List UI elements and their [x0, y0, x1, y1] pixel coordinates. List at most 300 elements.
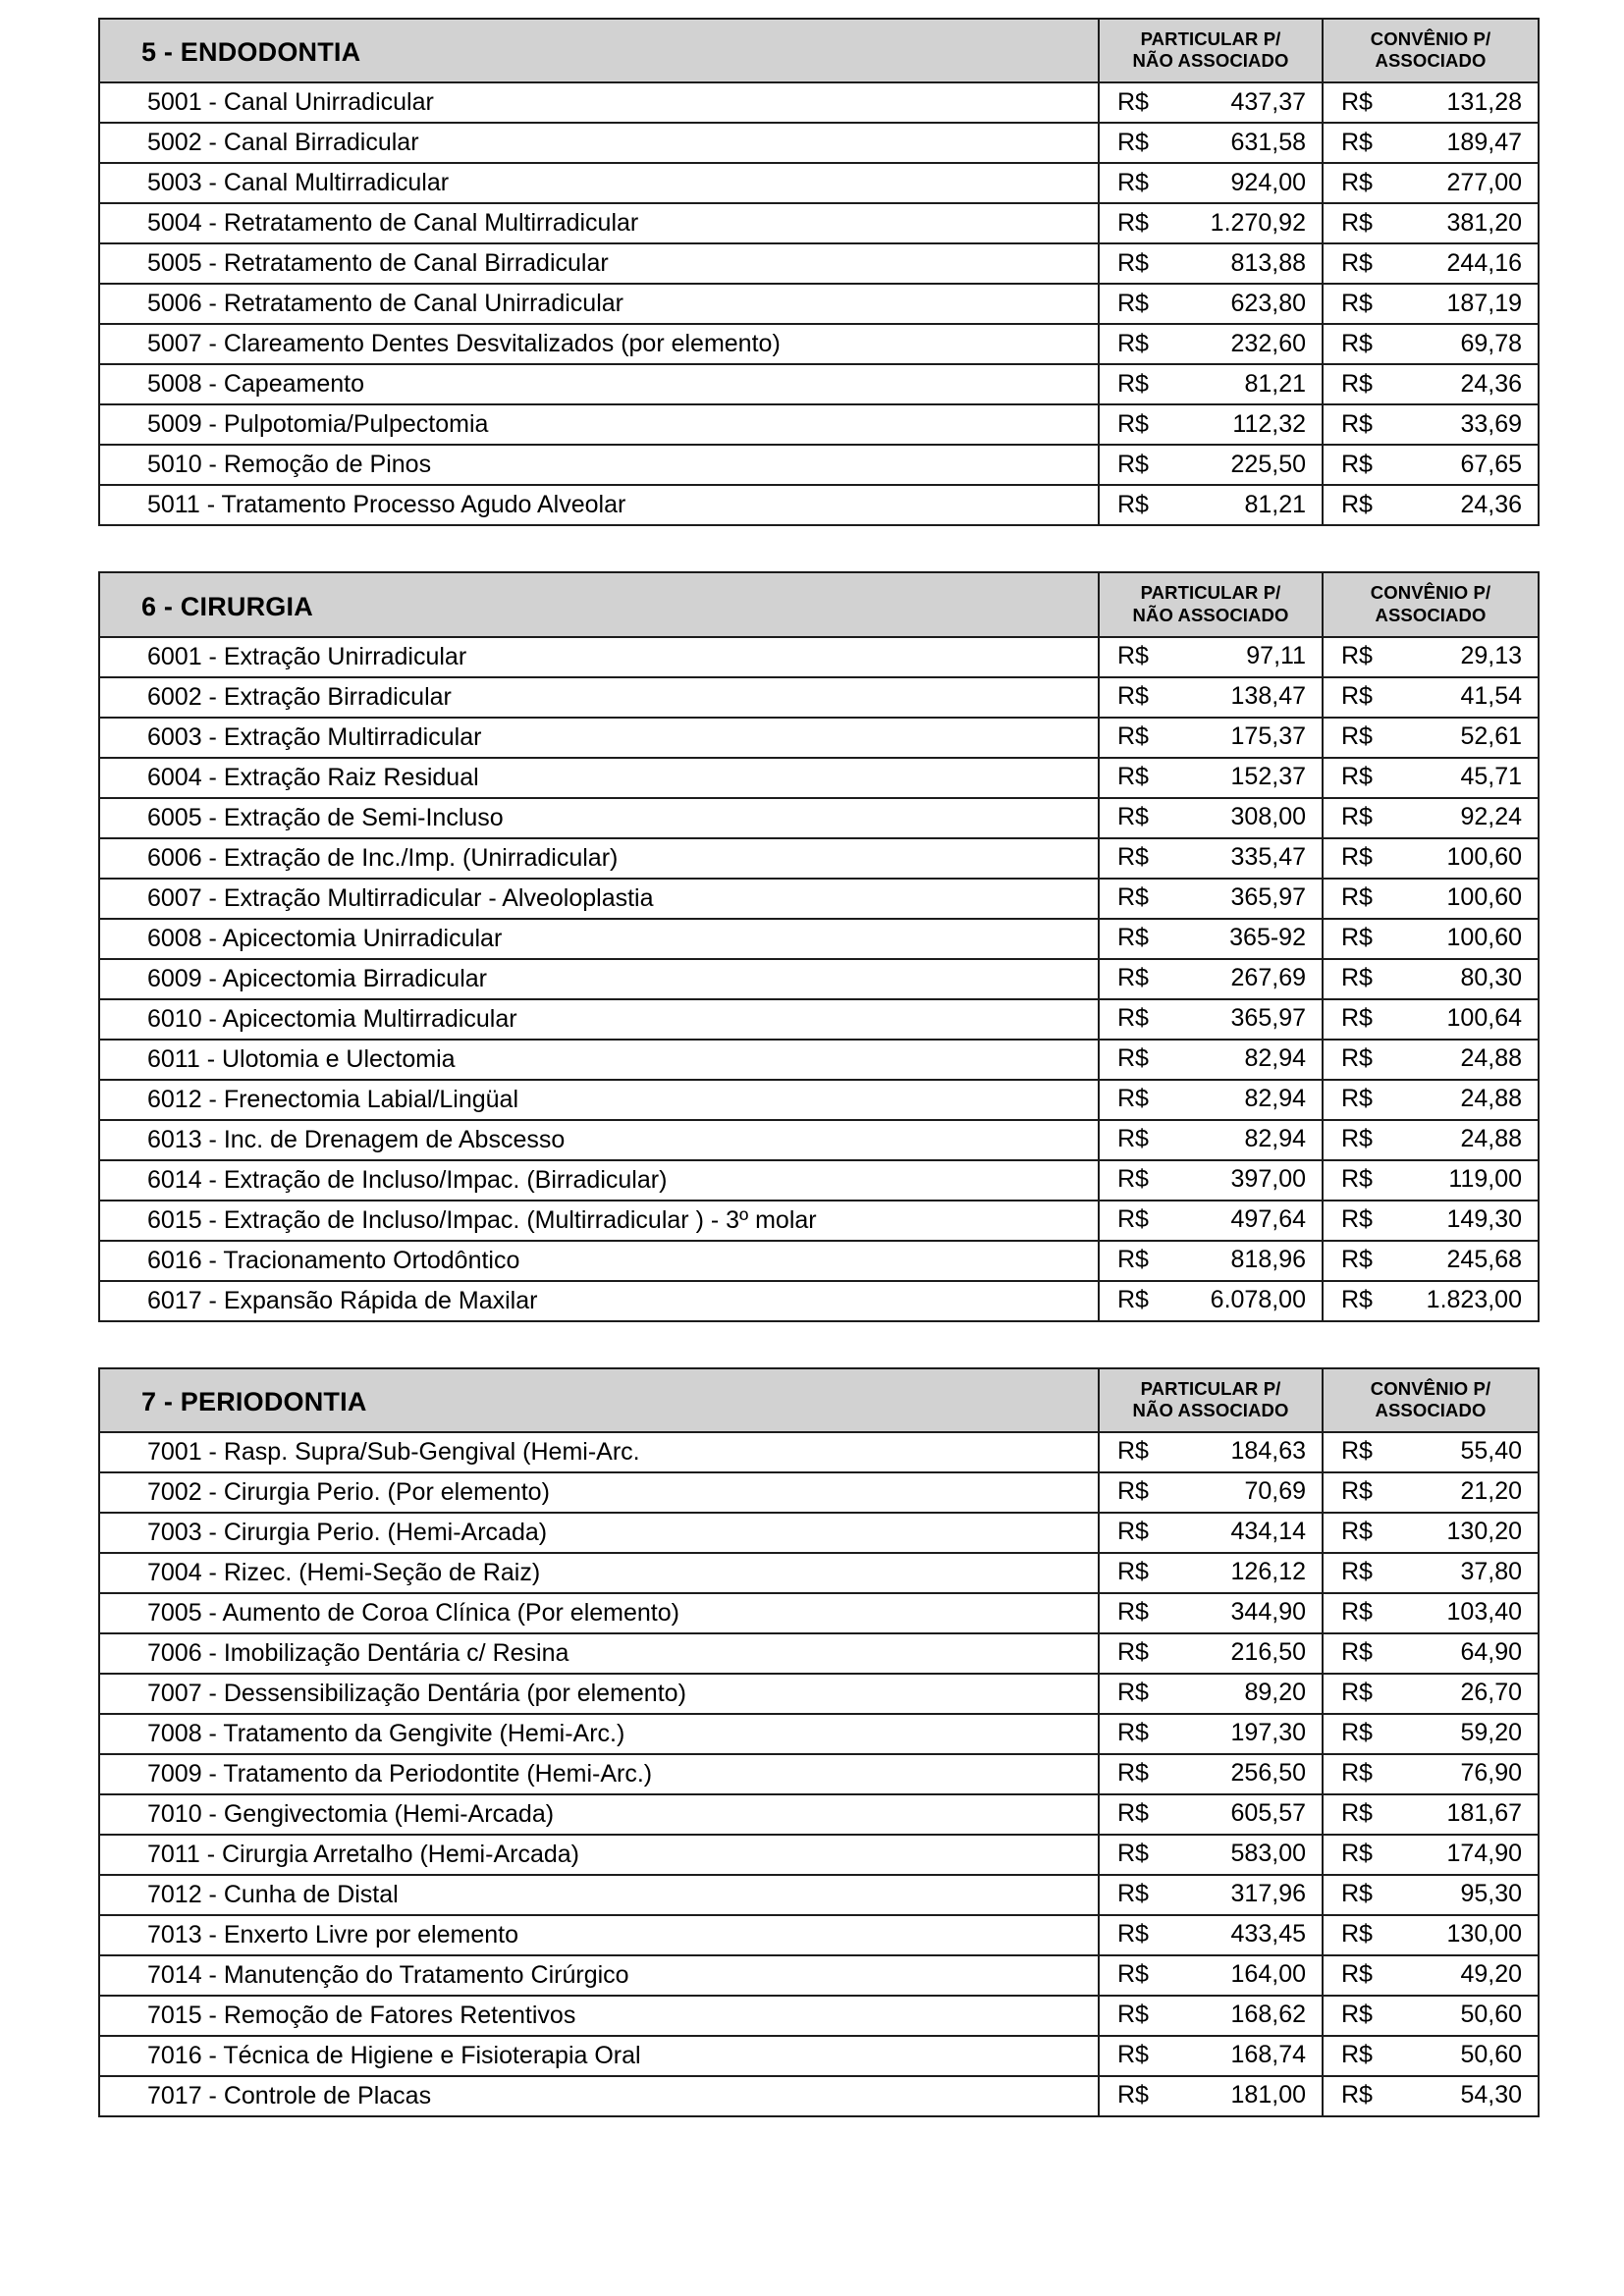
- currency-symbol: R$: [1117, 1437, 1149, 1466]
- price-convenio-value: 95,30: [1460, 1880, 1522, 1908]
- price-particular: [1100, 285, 1322, 323]
- price-particular: [1100, 1161, 1322, 1200]
- currency-symbol: R$: [1117, 924, 1149, 951]
- price-convenio-value: 59,20: [1460, 1719, 1522, 1747]
- column-header-convenio-line2: ASSOCIADO: [1375, 50, 1487, 72]
- price-convenio: [1324, 1634, 1538, 1673]
- table-row: [99, 1915, 1539, 1955]
- price-convenio: [1324, 2077, 1538, 2115]
- table-row: [99, 959, 1539, 999]
- price-convenio-value: 24,36: [1460, 369, 1522, 398]
- currency-symbol: R$: [1117, 409, 1149, 438]
- price-convenio: [1324, 1997, 1538, 2035]
- price-particular-value: 267,69: [1230, 964, 1306, 991]
- currency-symbol: R$: [1117, 128, 1149, 156]
- procedure-description: 5004 - Retratamento de Canal Multirradicular: [147, 209, 639, 238]
- procedure-description: 7005 - Aumento de Coroa Clínica (Por elemento): [147, 1599, 679, 1628]
- price-particular: [1100, 1836, 1322, 1874]
- currency-symbol: R$: [1117, 1880, 1149, 1908]
- price-particular: [1100, 1755, 1322, 1793]
- section-header-row: [99, 19, 1539, 82]
- price-convenio: [1324, 83, 1538, 122]
- table-row: [99, 677, 1539, 718]
- price-convenio: [1324, 164, 1538, 202]
- currency-symbol: R$: [1341, 369, 1373, 398]
- table-row: [99, 798, 1539, 838]
- section-title: 7 - PERIODONTIA: [141, 1386, 367, 1416]
- column-header-convenio-line1: CONVÊNIO P/: [1370, 582, 1491, 604]
- procedure-description: 6017 - Expansão Rápida de Maxilar: [147, 1286, 538, 1314]
- column-header-particular: [1100, 573, 1322, 635]
- column-header-particular-line2: NÃO ASSOCIADO: [1132, 604, 1289, 625]
- price-convenio: [1324, 799, 1538, 837]
- price-particular-value: 813,88: [1230, 248, 1306, 277]
- price-particular-value: 818,96: [1230, 1246, 1306, 1273]
- price-particular: [1100, 405, 1322, 444]
- price-convenio-value: 92,24: [1460, 803, 1522, 830]
- currency-symbol: R$: [1341, 1638, 1373, 1667]
- price-particular-value: 82,94: [1244, 1085, 1306, 1112]
- price-convenio-value: 245,68: [1446, 1246, 1522, 1273]
- price-particular: [1100, 1242, 1322, 1280]
- price-convenio: [1324, 1433, 1538, 1471]
- column-header-particular-line1: PARTICULAR P/: [1140, 28, 1281, 49]
- currency-symbol: R$: [1341, 1004, 1373, 1032]
- procedure-description: 7015 - Remoção de Fatores Retentivos: [147, 2002, 576, 2030]
- procedure-description: 7001 - Rasp. Supra/Sub-Gengival (Hemi-Arc.: [147, 1438, 640, 1467]
- price-particular: [1100, 1634, 1322, 1673]
- table-row: [99, 758, 1539, 798]
- currency-symbol: R$: [1341, 289, 1373, 317]
- currency-symbol: R$: [1117, 1477, 1149, 1506]
- procedure-description: 5007 - Clareamento Dentes Desvitalizados (por elemento): [147, 330, 781, 358]
- table-row: [99, 1835, 1539, 1875]
- price-particular-value: 168,74: [1230, 2041, 1306, 2069]
- price-convenio: [1324, 1473, 1538, 1512]
- currency-symbol: R$: [1341, 2081, 1373, 2109]
- table-row: [99, 1120, 1539, 1160]
- price-convenio: [1324, 124, 1538, 162]
- price-convenio-value: 100,60: [1446, 924, 1522, 951]
- table-row: [99, 999, 1539, 1040]
- price-particular: [1100, 1876, 1322, 1914]
- currency-symbol: R$: [1117, 1205, 1149, 1233]
- procedure-description: 5005 - Retratamento de Canal Birradicular: [147, 249, 609, 278]
- price-particular: [1100, 365, 1322, 403]
- currency-symbol: R$: [1117, 2001, 1149, 2029]
- table-row: [99, 1281, 1539, 1321]
- sections-container: [98, 18, 1538, 2117]
- procedure-description: 6014 - Extração de Incluso/Impac. (Birradicular): [147, 1165, 668, 1194]
- currency-symbol: R$: [1341, 248, 1373, 277]
- table-row: [99, 1160, 1539, 1201]
- price-convenio: [1324, 759, 1538, 797]
- currency-symbol: R$: [1341, 1518, 1373, 1546]
- price-convenio-value: 100,64: [1446, 1004, 1522, 1032]
- currency-symbol: R$: [1117, 1044, 1149, 1072]
- procedure-description: 6012 - Frenectomia Labial/Lingüal: [147, 1085, 519, 1113]
- price-particular: [1100, 1795, 1322, 1834]
- currency-symbol: R$: [1117, 843, 1149, 871]
- column-header-convenio-line1: CONVÊNIO P/: [1370, 28, 1491, 49]
- currency-symbol: R$: [1341, 1286, 1373, 1313]
- price-particular-value: 70,69: [1244, 1477, 1306, 1506]
- price-particular: [1100, 1514, 1322, 1552]
- table-row: [99, 203, 1539, 243]
- currency-symbol: R$: [1341, 1598, 1373, 1627]
- procedure-description: 7004 - Rizec. (Hemi-Seção de Raiz): [147, 1559, 541, 1587]
- table-row: [99, 919, 1539, 959]
- currency-symbol: R$: [1341, 2041, 1373, 2069]
- price-particular-value: 631,58: [1230, 128, 1306, 156]
- currency-symbol: R$: [1117, 490, 1149, 518]
- currency-symbol: R$: [1341, 964, 1373, 991]
- price-particular: [1100, 1675, 1322, 1713]
- price-particular: [1100, 638, 1322, 676]
- procedure-description: 7008 - Tratamento da Gengivite (Hemi-Arc.): [147, 1720, 625, 1748]
- currency-symbol: R$: [1117, 763, 1149, 790]
- currency-symbol: R$: [1341, 682, 1373, 710]
- table-row: [99, 1955, 1539, 1996]
- price-particular-value: 6.078,00: [1210, 1286, 1306, 1313]
- price-convenio: [1324, 1715, 1538, 1753]
- procedure-description: 6008 - Apicectomia Unirradicular: [147, 924, 503, 952]
- section-table: [98, 18, 1540, 526]
- price-particular: [1100, 960, 1322, 998]
- price-particular-value: 152,37: [1230, 763, 1306, 790]
- price-particular: [1100, 486, 1322, 524]
- currency-symbol: R$: [1117, 1558, 1149, 1586]
- table-row: [99, 838, 1539, 879]
- currency-symbol: R$: [1341, 924, 1373, 951]
- currency-symbol: R$: [1341, 642, 1373, 669]
- table-row: [99, 1241, 1539, 1281]
- price-particular: [1100, 1956, 1322, 1995]
- price-convenio-value: 381,20: [1446, 208, 1522, 237]
- currency-symbol: R$: [1117, 1960, 1149, 1989]
- price-particular-value: 138,47: [1230, 682, 1306, 710]
- column-header-particular: [1100, 1369, 1322, 1431]
- table-row: [99, 82, 1539, 123]
- price-particular-value: 344,90: [1230, 1598, 1306, 1627]
- currency-symbol: R$: [1117, 883, 1149, 911]
- price-particular: [1100, 325, 1322, 363]
- currency-symbol: R$: [1117, 1165, 1149, 1193]
- price-particular: [1100, 164, 1322, 202]
- price-convenio-value: 67,65: [1460, 450, 1522, 478]
- currency-symbol: R$: [1341, 1920, 1373, 1949]
- price-convenio-value: 24,88: [1460, 1085, 1522, 1112]
- column-header-particular: [1100, 20, 1322, 81]
- price-convenio: [1324, 1795, 1538, 1834]
- price-particular: [1100, 124, 1322, 162]
- procedure-description: 5011 - Tratamento Processo Agudo Alveolar: [147, 491, 626, 519]
- price-convenio: [1324, 1956, 1538, 1995]
- currency-symbol: R$: [1341, 1044, 1373, 1072]
- price-convenio-value: 50,60: [1460, 2041, 1522, 2069]
- price-particular: [1100, 2077, 1322, 2115]
- procedure-description: 7007 - Dessensibilização Dentária (por elemento): [147, 1680, 686, 1708]
- procedure-description: 7014 - Manutenção do Tratamento Cirúrgico: [147, 1961, 629, 1990]
- price-convenio: [1324, 1161, 1538, 1200]
- currency-symbol: R$: [1117, 1518, 1149, 1546]
- procedure-description: 7016 - Técnica de Higiene e Fisioterapia Oral: [147, 2042, 641, 2070]
- procedure-description: 6013 - Inc. de Drenagem de Abscesso: [147, 1125, 566, 1153]
- table-row: [99, 1875, 1539, 1915]
- price-particular-value: 365,97: [1230, 883, 1306, 911]
- price-particular: [1100, 1000, 1322, 1039]
- currency-symbol: R$: [1117, 1840, 1149, 1868]
- currency-symbol: R$: [1341, 2001, 1373, 2029]
- price-particular: [1100, 678, 1322, 717]
- price-particular: [1100, 1997, 1322, 2035]
- price-particular-value: 583,00: [1230, 1840, 1306, 1868]
- price-convenio: [1324, 1916, 1538, 1954]
- currency-symbol: R$: [1117, 682, 1149, 710]
- procedure-description: 5008 - Capeamento: [147, 370, 364, 399]
- column-header-particular-line2: NÃO ASSOCIADO: [1132, 1399, 1289, 1420]
- price-particular-value: 433,45: [1230, 1920, 1306, 1949]
- currency-symbol: R$: [1117, 1719, 1149, 1747]
- table-row: [99, 1593, 1539, 1633]
- procedure-description: 7002 - Cirurgia Perio. (Por elemento): [147, 1478, 550, 1507]
- price-particular-value: 335,47: [1230, 843, 1306, 871]
- price-particular-value: 605,57: [1230, 1799, 1306, 1828]
- price-convenio-value: 54,30: [1460, 2081, 1522, 2109]
- price-particular-value: 184,63: [1230, 1437, 1306, 1466]
- table-row: [99, 1754, 1539, 1794]
- currency-symbol: R$: [1341, 329, 1373, 357]
- procedure-description: 5002 - Canal Birradicular: [147, 129, 419, 157]
- table-row: [99, 1201, 1539, 1241]
- price-particular: [1100, 446, 1322, 484]
- price-convenio-value: 149,30: [1446, 1205, 1522, 1233]
- currency-symbol: R$: [1341, 409, 1373, 438]
- procedure-description: 6015 - Extração de Incluso/Impac. (Multirradicular ) - 3º molar: [147, 1205, 817, 1234]
- price-convenio: [1324, 1876, 1538, 1914]
- price-convenio-value: 52,61: [1460, 722, 1522, 750]
- price-convenio: [1324, 1675, 1538, 1713]
- currency-symbol: R$: [1117, 722, 1149, 750]
- procedure-description: 6001 - Extração Unirradicular: [147, 642, 467, 670]
- table-row: [99, 1674, 1539, 1714]
- price-convenio: [1324, 486, 1538, 524]
- price-particular-value: 256,50: [1230, 1759, 1306, 1788]
- procedure-description: 6003 - Extração Multirradicular: [147, 722, 482, 751]
- section-table: [98, 1367, 1540, 2117]
- table-row: [99, 404, 1539, 445]
- price-convenio: [1324, 285, 1538, 323]
- price-convenio-value: 37,80: [1460, 1558, 1522, 1586]
- currency-symbol: R$: [1117, 1125, 1149, 1152]
- price-convenio-value: 131,28: [1446, 87, 1522, 116]
- table-row: [99, 2036, 1539, 2076]
- price-particular-value: 181,00: [1230, 2081, 1306, 2109]
- currency-symbol: R$: [1117, 369, 1149, 398]
- table-row: [99, 1513, 1539, 1553]
- price-convenio-value: 119,00: [1448, 1165, 1522, 1193]
- price-convenio-value: 33,69: [1460, 409, 1522, 438]
- currency-symbol: R$: [1341, 1679, 1373, 1707]
- price-particular: [1100, 799, 1322, 837]
- price-convenio: [1324, 244, 1538, 283]
- procedure-description: 6004 - Extração Raiz Residual: [147, 763, 479, 791]
- price-particular-value: 1.270,92: [1210, 208, 1306, 237]
- price-convenio-value: 21,20: [1460, 1477, 1522, 1506]
- currency-symbol: R$: [1341, 1840, 1373, 1868]
- table-row: [99, 284, 1539, 324]
- price-particular-value: 308,00: [1230, 803, 1306, 830]
- currency-symbol: R$: [1341, 1085, 1373, 1112]
- price-convenio-value: 187,19: [1446, 289, 1522, 317]
- procedure-description: 5001 - Canal Unirradicular: [147, 88, 434, 117]
- section-header-row: [99, 1368, 1539, 1432]
- price-convenio-value: 100,60: [1446, 883, 1522, 911]
- price-particular: [1100, 1081, 1322, 1119]
- currency-symbol: R$: [1341, 1246, 1373, 1273]
- price-convenio: [1324, 1201, 1538, 1240]
- price-convenio: [1324, 719, 1538, 757]
- table-row: [99, 1714, 1539, 1754]
- price-convenio: [1324, 1755, 1538, 1793]
- currency-symbol: R$: [1117, 208, 1149, 237]
- table-row: [99, 1553, 1539, 1593]
- column-header-convenio-line1: CONVÊNIO P/: [1370, 1377, 1491, 1399]
- currency-symbol: R$: [1341, 1477, 1373, 1506]
- price-particular-value: 112,32: [1232, 409, 1306, 438]
- price-convenio: [1324, 1594, 1538, 1632]
- table-row: [99, 445, 1539, 485]
- currency-symbol: R$: [1341, 883, 1373, 911]
- currency-symbol: R$: [1117, 168, 1149, 196]
- currency-symbol: R$: [1117, 289, 1149, 317]
- price-convenio: [1324, 1242, 1538, 1280]
- procedure-description: 6016 - Tracionamento Ortodôntico: [147, 1246, 520, 1274]
- price-convenio-value: 55,40: [1460, 1437, 1522, 1466]
- price-particular-value: 232,60: [1230, 329, 1306, 357]
- price-convenio: [1324, 960, 1538, 998]
- currency-symbol: R$: [1117, 1920, 1149, 1949]
- price-particular: [1100, 1554, 1322, 1592]
- table-row: [99, 1794, 1539, 1835]
- price-convenio: [1324, 920, 1538, 958]
- currency-symbol: R$: [1117, 2041, 1149, 2069]
- price-convenio-value: 100,60: [1446, 843, 1522, 871]
- price-particular: [1100, 2037, 1322, 2075]
- price-particular: [1100, 1916, 1322, 1954]
- currency-symbol: R$: [1341, 843, 1373, 871]
- price-particular: [1100, 204, 1322, 242]
- price-convenio: [1324, 1041, 1538, 1079]
- table-row: [99, 123, 1539, 163]
- procedure-description: 7017 - Controle de Placas: [147, 2082, 432, 2110]
- currency-symbol: R$: [1341, 1719, 1373, 1747]
- price-particular-value: 365,97: [1230, 1004, 1306, 1032]
- procedure-description: 7003 - Cirurgia Perio. (Hemi-Arcada): [147, 1519, 548, 1547]
- currency-symbol: R$: [1117, 1679, 1149, 1707]
- price-particular: [1100, 1433, 1322, 1471]
- price-particular-value: 397,00: [1230, 1165, 1306, 1193]
- currency-symbol: R$: [1341, 1205, 1373, 1233]
- price-particular: [1100, 1473, 1322, 1512]
- section-title: 6 - CIRURGIA: [141, 591, 313, 621]
- table-row: [99, 485, 1539, 525]
- procedure-description: 5006 - Retratamento de Canal Unirradicular: [147, 290, 623, 318]
- section-header-row: [99, 572, 1539, 636]
- price-convenio: [1324, 1282, 1538, 1320]
- price-particular-value: 497,64: [1230, 1205, 1306, 1233]
- price-particular-value: 317,96: [1230, 1880, 1306, 1908]
- procedure-description: 6006 - Extração de Inc./Imp. (Unirradicular): [147, 843, 619, 872]
- table-row: [99, 324, 1539, 364]
- price-convenio-value: 130,20: [1446, 1518, 1522, 1546]
- currency-symbol: R$: [1341, 1165, 1373, 1193]
- price-convenio-value: 80,30: [1460, 964, 1522, 991]
- price-particular: [1100, 1594, 1322, 1632]
- price-particular: [1100, 83, 1322, 122]
- price-particular-value: 126,12: [1230, 1558, 1306, 1586]
- table-row: [99, 163, 1539, 203]
- price-convenio: [1324, 2037, 1538, 2075]
- price-convenio: [1324, 839, 1538, 878]
- currency-symbol: R$: [1117, 1286, 1149, 1313]
- price-particular-value: 434,14: [1230, 1518, 1306, 1546]
- price-convenio: [1324, 1514, 1538, 1552]
- currency-symbol: R$: [1341, 1759, 1373, 1788]
- table-row: [99, 1432, 1539, 1472]
- currency-symbol: R$: [1341, 1799, 1373, 1828]
- currency-symbol: R$: [1341, 1880, 1373, 1908]
- procedure-description: 7006 - Imobilização Dentária c/ Resina: [147, 1639, 569, 1668]
- table-row: [99, 637, 1539, 677]
- column-header-particular-line1: PARTICULAR P/: [1140, 1377, 1281, 1399]
- price-convenio: [1324, 1000, 1538, 1039]
- currency-symbol: R$: [1341, 1437, 1373, 1466]
- currency-symbol: R$: [1341, 490, 1373, 518]
- currency-symbol: R$: [1341, 803, 1373, 830]
- price-particular: [1100, 1715, 1322, 1753]
- table-row: [99, 1040, 1539, 1080]
- table-row: [99, 243, 1539, 284]
- procedure-description: 6005 - Extração de Semi-Incluso: [147, 803, 504, 831]
- currency-symbol: R$: [1117, 1004, 1149, 1032]
- price-particular-value: 81,21: [1244, 369, 1306, 398]
- price-convenio-value: 1.823,00: [1426, 1286, 1522, 1313]
- price-particular: [1100, 880, 1322, 918]
- price-particular: [1100, 759, 1322, 797]
- price-convenio-value: 24,88: [1460, 1044, 1522, 1072]
- price-particular-value: 365-92: [1229, 924, 1306, 951]
- price-convenio-value: 24,88: [1460, 1125, 1522, 1152]
- column-header-convenio: [1324, 1369, 1538, 1431]
- column-header-convenio-line2: ASSOCIADO: [1375, 1399, 1487, 1420]
- procedure-description: 6002 - Extração Birradicular: [147, 682, 452, 711]
- currency-symbol: R$: [1117, 964, 1149, 991]
- price-particular-value: 225,50: [1230, 450, 1306, 478]
- currency-symbol: R$: [1117, 450, 1149, 478]
- price-convenio: [1324, 1554, 1538, 1592]
- price-convenio: [1324, 204, 1538, 242]
- price-convenio: [1324, 405, 1538, 444]
- price-particular: [1100, 839, 1322, 878]
- column-header-convenio: [1324, 573, 1538, 635]
- section-title: 5 - ENDODONTIA: [141, 37, 361, 68]
- procedure-description: 7010 - Gengivectomia (Hemi-Arcada): [147, 1800, 555, 1829]
- price-particular: [1100, 1041, 1322, 1079]
- procedure-description: 5003 - Canal Multirradicular: [147, 169, 450, 197]
- price-convenio: [1324, 638, 1538, 676]
- price-particular-value: 168,62: [1230, 2001, 1306, 2029]
